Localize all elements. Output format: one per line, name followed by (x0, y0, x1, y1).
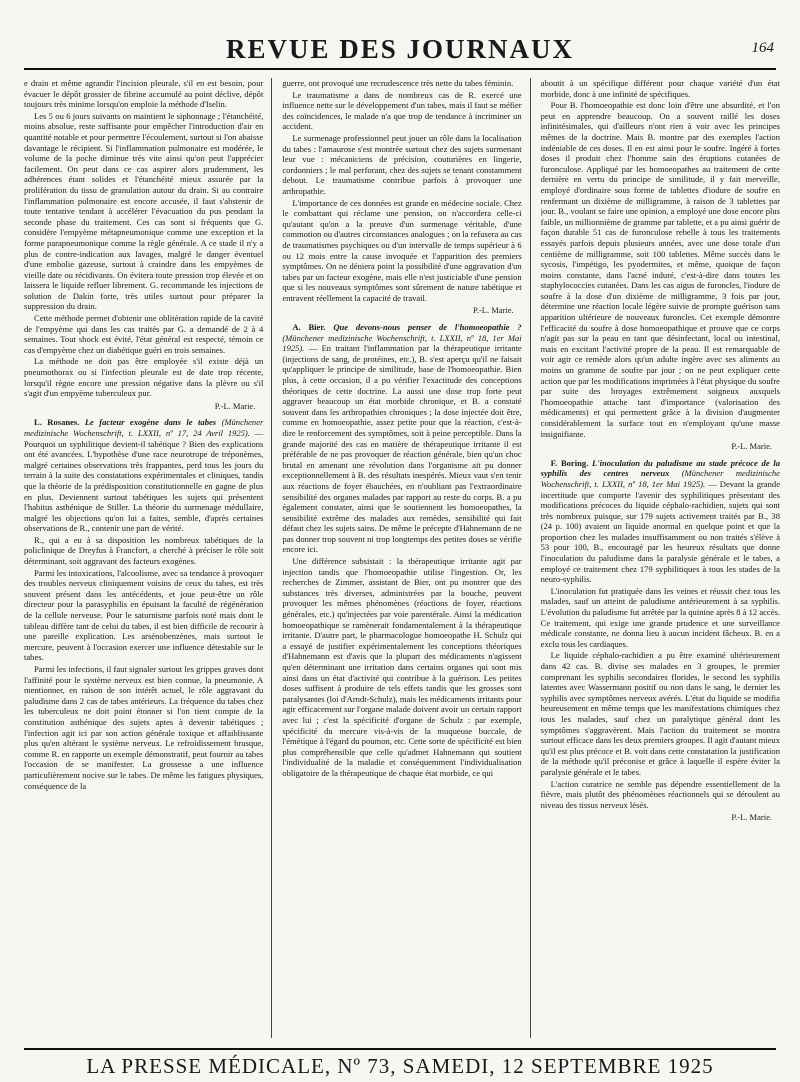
article-source: (Münchener medizinische Wochenschrift, t. LXXII, nº 18, 1er Mai 1925). (540, 468, 780, 489)
journal-footer (24, 1048, 776, 1078)
article-title: Le facteur exogène dans le tabes (84, 417, 217, 428)
paragraph: Le liquide céphalo-rachidien a pu être examiné ultérieurement dans 42 cas. B. divise ses malades en 3 groupes, le premier comprenant les syphilis secondaires florides, le second les syphilis latentes avec Wassermann positif ou non dans le sang, le dernier les syphilis avec symptômes nerveux avérés. L'état du liquide se modifia heureusement en même temps que les manifestations chimiques chez tous les malades, sauf chez un paralytique général dont les symptômes s'aggravèrent. Mais l'action du traitement se montra surtout efficace dans les deux premiers groupes. Il agit d'autant mieux qu'il est plus précoce et B. voit dans cette constatation la justification de la méthode qu'il préconise et grâce à laquelle il espère éviter la paralysie générale et le tabes. (540, 650, 780, 777)
column-2 (282, 78, 530, 1038)
article-source: (Münchener medizinische Wochenschrift, t. LXXII, nº 17, 24 Avril 1925). (24, 417, 264, 438)
paragraph: La méthode ne doit pas être employée s'il existe déjà un pneumothorax ou si l'infection pleurale est de date trop récente, lorsqu'il règne encore une pression négative dans la plèvre ou s'il s'agit d'un empyème tuberculeux pur. (24, 356, 264, 399)
column-3 (541, 78, 780, 1038)
paragraph: R., qui a eu à sa disposition les nombreux tabétiques de la policlinique de Dreyfus à Francfort, a cherché à préciser le rôle soit déterminant, soit aggravant des facteurs exogènes. (24, 534, 264, 567)
article-head (24, 417, 263, 534)
paragraph: guerre, ont provoqué une recrudescence très nette du tabes féminin. (282, 78, 514, 88)
paragraph: Pour B. l'homoeopathie est donc loin d'être une absurdité, et l'on peut en apprendre beaucoup. On a souvent raillé les doses infinitésimales, qui d'ailleurs n'ont rien à voir avec les principes mêmes de la doctrine. Mais B. montre par des exemples l'action indéniable de ces doses. Il en est ainsi pour le soufre. Ingéré à fortes doses il produit chez l'homme sain des éruptions cutanées de furonculose. Appliqué par les homoeopathes au traitement de cette dernière en vertu du principe de similitude, il y fait merveille, employé d'ordinaire sous forme de tablettes d'iodure de soufre en renfermant un dixième de milligramme, à raison de 3 tablettes par jour. B., voulant se faire une opinion, a employé une dose encore plus faible, un millionnième de gramme par tablette, et a pu ainsi guérir de façon durable 51 cas de furonculose rebelle à tous les traitements essayés parfois depuis plusieurs années, avec une dose totale d'un centième de milligramme, soit 100 tablettes. Même succès dans le sycosis, l'impétigo, les pyodermites, et même, quoique de façon moins constante, dans l'acné induré, c'est-à-dire dans toutes les staphylococcies cutanées. Dans les cas aigus de furoncles, l'iodure de soufre à la dose d'un dixième de milligramme, 3 fois par jour, détermine une réaction locale légère suivie de prompte guérison sans apparition ultérieure de nouveaux furoncles. Cet exemple démontre l'efficacité du soufre à dose homoeopathique et prouve que ce corps n'agit pas sur la peau en tant que désinfectant, local ou intestinal, mais en excitant l'activité propre de la peau. Il est remarquable de voir agir ce remède alors qu'un adulte ingère avec ses aliments au moins un gramme de soufre par jour ; on ne peut expliquer cette action que par les modifications imprimées à l'état physique du soufre par suite des broyages extrêmement soigneux auxquels l'homoeopathie attache tant d'importance (valorisation des médicaments) et qui permettent grâce à la division d'augmenter considérablement la surface tout en n'employant qu'une masse insignifiante. (540, 100, 780, 439)
paragraph: L'inoculation fut pratiquée dans les veines et réussit chez tous les malades, sauf un atteint de paludisme antérieurement à sa syphilis. L'évolution du paludisme fut arrêtée par la quinine après 8 à 12 accès. Ce traitement, qui exige une grande prudence et une surveillance médicale constante, ne donna lieu à aucun incident fâcheux. B. en a exclu tous les cardiaques. (540, 585, 780, 649)
article-author: F. Boring. (550, 457, 589, 468)
paragraph: e drain et même agrandir l'incision pleurale, s'il en est besoin, pour évacuer le dépôt grossier de fibrine accumulé au point déclive, dépôt toujours très minime lorsqu'on emploie la méthode d'Iselin. (24, 78, 264, 110)
paragraph: L'action curatrice ne semble pas dépendre essentiellement de la fièvre, mais plutôt des phénomènes réactionnels qui se déroulent au niveau des tissus nerveux lésés. (540, 778, 780, 810)
paragraph: Une différence subsistait : la thérapeutique irritante agit par injection tandis que l'homoeopathie utilise l'ingestion. Or, les recherches de Zimmer, assistant de Bier, ont pu montrer que des substances très diverses, administrées par la bouche, peuvent provoquer les mêmes phénomènes (réactions de foyer, réactions générales, etc.) qu'injectées par voie parentérale. Ainsi la médication homoeopathique se ramènerait fondamentalement à la thérapeutique irritante. D'autre part, le pharmacologue homoeopathe H. Schulz qui a essayé de justifier expérimentalement les conceptions théoriques d'Hahnemann est d'avis que la plupart des médicaments n'agissent qu'en déterminant une irritation dans certains organes qui sont mis ainsi dans un état d'activité qui contribue à la guérison. Les petites doses suffisent à produire de tels effets tandis que les grosses sont paralysantes (loi d'Arndt-Schulz), mais les médicaments irritants pour agir efficacement sur l'organe malade doivent avoir un certain rapport avec lui ; c'est la spécificité d'organe de Schulz : par exemple, spécificité du mercure vis-à-vis de la muqueuse buccale, de l'émétique à l'égard du poumon, etc. Cette sorte de spécificité est bien plus compréhensible que celle qu'admet Hahnemann qui soutient l'individualité de la maladie et conséquemment l'individualisation obligatoire de la thérapeutique de chaque état morbide, ce qui (282, 556, 522, 778)
article-bier (282, 322, 521, 779)
paragraph: Le surmenage professionnel peut jouer un rôle dans la localisation du tabes : l'amaurose s'est montrée surtout chez des sujets surmenant leur vue : mécaniciens de précision, couturières en lingerie, cordonniers ; le mal perforant, chez des sujets se tenant constamment debout. Le traumatisme contribue parfois à provoquer une arthropathie. (282, 132, 522, 196)
paragraph: — Devant la grande incertitude que comporte l'avenir des syphilitiques présentant des modifications précoces du liquide céphalo-rachidien, sujets qui sont très nombreux puisque, sur 179 sujets activement traités par B., 38 (24 p. 100) avaient un liquide anormal en quelque point et que la proportion chez les malades insuffisamment ou non traités s'élève à 53 pour 100, B., encouragé par les heureux résultats que donne l'inoculation du paludisme dans la paralysie générale et le tabes, a employé ce traitement chez 179 syphilitiques à tous les stades de la neuro-syphilis. (540, 478, 780, 585)
signature: P.-L. Marie. (214, 400, 256, 411)
article-head (282, 322, 521, 555)
article-title: L'inoculation du paludisme au stade précoce de la syphilis des centres nerveux (540, 457, 780, 479)
article-title: Que devons-nous penser de l'homoeopathie ? (333, 322, 522, 332)
article-author: L. Rosanes. (34, 417, 80, 428)
paragraph: aboutit à un spécifique différent pour chaque variété d'un état morbide, donc à une infinité de spécifiques. (540, 78, 780, 99)
article-boring (541, 458, 780, 823)
article-source: (Münchener medizinische Wochenschrift, t. LXXII, nº 18, 1er Mai 1925). (282, 332, 522, 354)
paragraph: Parmi les intoxications, l'alcoolisme, avec sa tendance à provoquer des troubles nerveux cliniquement voisins de ceux du tabes, est très souvent présent dans les antécédents, et joue peut-être un rôle directeur pour la parasyphilis en épuisant la faculté de régénération de la cellule nerveuse. Pour le saturnisme parfois noté mais dont le tableau diffère tant de celui du tabes, il est bien difficile de recourir à une pareille explication. Les arsénobenzènes, mais surtout le mercure, peuvent à l'occasion exercer une influence détestable sur le tabes. (24, 567, 264, 663)
paragraph: L'importance de ces données est grande en médecine sociale. Chez le combattant qui réclame une pension, on n'accordera celle-ci qu'autant qu'on a la preuve d'un surmenage véritable, d'une commotion ou d'autres circonstances analogues ; on la refusera au cas de traumatismes psychiques ou d'un intervalle de temps supérieur à 6 ou 12 mois entre la cause invoquée et l'apparition des premiers symptômes. On ne déniera point la possibilité d'une aggravation d'un tabes par un facteur exogène, mais elle n'est justiciable d'une pension que si les nouveaux symptômes sont sûrement de nature tabétique et entravent réellement la capacité de travail. (282, 197, 522, 303)
signature: P.-L. Marie. (473, 305, 514, 316)
article-columns (24, 78, 780, 1038)
section-title: REVUE DES JOURNAUX (225, 34, 575, 64)
paragraph: Les 5 ou 6 jours suivants on maintient le siphonnage ; l'étanchéité, moins absolue, reste suffisante pour empêcher l'introduction d'air en quantité notable et pour permettre l'écoulement, surtout si l'on abaisse davantage le récipient. Si l'inflammation pulmonaire est modérée, le volume de la poche diminue très vite ainsi qu'on peut l'apprécier facilement. On peut dans ce cas aspirer alors prudemment, les adhérences étant solides et l'étanchéité mieux assurée par la prolifération du tissu de granulation autour du drain. Si au contraire l'inflammation pulmonaire est encore accusée, il faut s'abstenir de toute tentative tendant à accélérer l'évacuation du pus pendant la seconde phase du traitement. Ces cas sont si fréquents que G. considère l'empyème métapneumonique comme une exception et la forme parapneumonique comme la règle générale. A ce stade il n'y a plus de contre-indication aux lavages, malgré le danger éventuel d'une embolie gazeuse, surtout à craindre dans les empyèmes de vieille date ou récidivants. On évitera toute pression trop élevée et on laissera le liquide refluer librement. G. recommande les injections de solution de Dakin forte, très utiles surtout pour préparer la suppression du drain. (24, 110, 264, 312)
paragraph: — Pourquoi un syphilitique devient-il tabétique ? Bien des explications ont été avancées. L'hypothèse d'une race neurotrope de tréponèmes, malgré certaines observations très frappantes, perd tous les jours du terrain à la suite des constatations expérimentales et cliniques, tandis que la théorie de la prédisposition constitutionnelle en gagne de plus en plus. Deviennent surtout tabétiques les sujets qui présentent l'habitus asthénique de Stiller. La théorie du surmenage médullaire, malgré les objections qu'on lui a faites, semble, d'après certaines observations de R., contenir une part de vérité. (24, 427, 264, 534)
article-head (541, 458, 780, 585)
paragraph: Cette méthode permet d'obtenir une oblitération rapide de la cavité de l'empyème qui dans les cas traités par G. a demandé de 2 à 4 semaines. Tout shock est évité, l'état général est respecté, témoin ce cas d'empyème chez un diabétique guéri en trois semaines. (24, 313, 264, 355)
signature: P.-L. Marie. (731, 441, 772, 452)
paragraph: Parmi les infections, il faut signaler surtout les grippes graves dont l'affinité pour le système nerveux est bien connue, la pneumonie. A mentionner, en raison de son intérêt actuel, le rôle aggravant du paludisme dans 2 cas de tabes antérieurs. La fréquence du tabes chez les tuberculeux ne doit point étonner si l'on tient compte de la constitution asthénique des sujets aptes à devenir tabétiques ; l'infection agit ici par son action générale toxique et affaiblissante plus qu'en altérant le système nerveux. Le refroidissement brusque, comme R. en rapporte un exemple démonstratif, peut fournir au tabes l'occasion de se manifester. La grossesse a une influence particulièrement nocive sur le tabes. De même les fatigues physiques, conséquence de la (24, 664, 264, 791)
footer-text: LA PRESSE MÉDICALE, Nº 73, SAMEDI, 12 SEPTEMBRE 1925 (86, 1054, 714, 1078)
article-author: A. Bier. (292, 322, 326, 332)
page-number: 164 (751, 40, 774, 56)
paragraph: — En traitant l'inflammation par la thérapeutique irritante (injections de sang, de protéines, etc.), B. s'est aperçu qu'il ne faisait qu'appliquer le principe de similitude, base de l'homoeopathie. Bien plus, à cette occasion, il a pu vérifier l'exactitude des conceptions théoriques de cette doctrine. La aussi une dose trop forte peut aggraver beaucoup un état morbide chronique, et B. a constaté souvent dans les arthropathies chroniques ; la dose injectée doit être, comme en homoeopathie, assez petite pour que la réaction, c'est-à-dire le renforcement des symptômes, soit à peine perceptible. Dans la grande majorité des cas en matière de thérapeutique irritante il est préférable de ne pas provoquer de réaction générale, bien qu'un choc brutal en amenant une révolution dans l'organisme ait pu donner exceptionnellement à B. des résultats inespérés. Mieux vaut s'en tenir aux réactions de foyer ébauchées, en n'oubliant pas l'extraordinaire sensibilité des organes malades par rapport au reste du corps. B. a pu également constater, ainsi que le soutiennent les homoeopathes, la sensibilité extrême des malades aux remèdes, sensibilité qui fait défaut chez les sujets sains. De même le précepte d'Hahnemann de ne pas donner trop souvent ni trop longtemps des petites doses se vérifie encore ici. (282, 343, 522, 555)
column-1 (24, 78, 272, 1038)
article-rosanes (24, 417, 263, 791)
signature: P.-L. Marie. (731, 812, 772, 823)
paragraph: Le traumatisme a dans de nombreux cas de R. exercé une influence nette sur le développement d'un tabes, mais il faut se méfier des coïncidences, le malade n'a que trop de tendance à incriminer un accident. (282, 89, 522, 132)
journal-header (24, 28, 776, 70)
